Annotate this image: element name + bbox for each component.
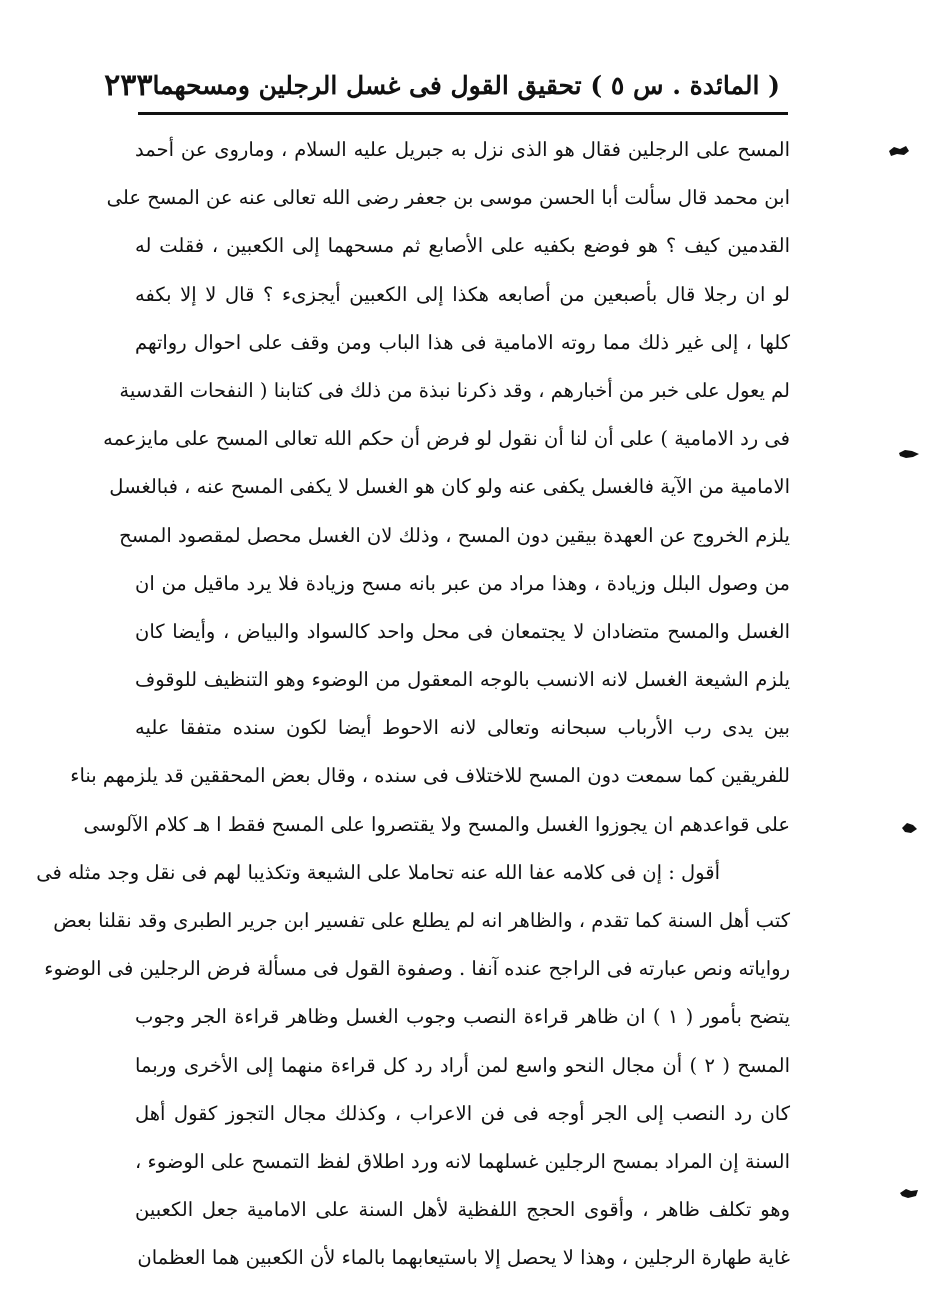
text-line: لو ان رجلا قال بأصبعين من أصابعه هكذا إلى الكعبين أيجزىء ؟ قال لا إلا بكفه <box>135 282 790 306</box>
text-line: لم يعول على خبر من أخبارهم ، وقد ذكرنا نبذة من ذلك فى كتابنا ( النفحات القدسية <box>119 378 790 402</box>
text-line: يلزم الخروج عن العهدة بيقين دون المسح ، وذلك لان الغسل محصل لمقصود المسح <box>119 523 790 547</box>
text-line: السنة إن المراد بمسح الرجلين غسلهما لانه ورد اطلاق لفظ التمسح على الوضوء ، <box>135 1149 790 1173</box>
header-rule <box>138 112 788 115</box>
text-line: وهو تكلف ظاهر ، وأقوى الحجج اللفظية لأهل السنة على الامامية جعل الكعبين <box>135 1198 790 1222</box>
text-line: ابن محمد قال سألت أبا الحسن موسى بن جعفر رضى الله تعالى عنه عن المسح على <box>106 186 790 210</box>
margin-mark <box>898 1187 920 1199</box>
text-line: القدمين كيف ؟ هو فوضع بكفيه على الأصابع ثم مسحهما إلى الكعبين ، فقلت له <box>135 234 790 258</box>
text-line: بين يدى رب الأرباب سبحانه وتعالى لانه الاحوط أيضا لكون سنده متفقا عليه <box>135 716 790 740</box>
text-line: كلها ، إلى غير ذلك مما روته الامامية فى هذا الباب ومن وقف على احوال رواتهم <box>135 330 790 354</box>
text-line: كان رد النصب إلى الجر أوجه فى فن الاعراب ، وكذلك مجال التجوز كقول أهل <box>135 1101 790 1125</box>
text-line: يتضح بأمور ( ١ ) ان ظاهر قراءة النصب وجوب الغسل وظاهر قراءة الجر وجوب <box>135 1005 790 1029</box>
text-line: رواياته ونص عبارته فى الراجح عنده آنفا . وصفوة القول فى مسألة فرض الرجلين فى الوضوء <box>44 957 790 981</box>
text-line: يلزم الشيعة الغسل لانه الانسب بالوجه المعقول من الوضوء وهو التنظيف للوقوف <box>135 668 790 692</box>
text-line: الغسل والمسح متضادان لا يجتمعان فى محل واحد كالسواد والبياض ، وأيضا كان <box>135 619 790 643</box>
text-line: على قواعدهم ان يجوزوا الغسل والمسح ولا يقتصروا على المسح فقط ا هـ كلام الآلوسى <box>83 812 790 836</box>
text-line: كتب أهل السنة كما تقدم ، والظاهر انه لم يطلع على تفسير ابن جرير الطبرى وقد نقلنا بعض <box>53 909 790 932</box>
margin-mark <box>898 822 920 834</box>
text-line: فى رد الامامية ) على أن لنا أن نقول لو فرض أن حكم الله تعالى المسح على مايزعمه <box>103 427 790 451</box>
page-header <box>104 62 780 108</box>
margin-mark <box>888 145 910 157</box>
page-number: ٢٣٣ <box>104 67 153 103</box>
text-line: الامامية من الآية فالغسل يكفى عنه ولو كان هو الغسل لا يكفى المسح عنه ، فبالغسل <box>109 475 790 499</box>
text-line: من وصول البلل وزيادة ، وهذا مراد من عبر بانه مسح وزيادة فلا يرد ماقيل من ان <box>135 571 790 595</box>
text-line: للفريقين كما سمعت دون المسح للاختلاف فى سنده ، وقال بعض المحققين قد يلزمهم بناء <box>70 764 790 788</box>
text-line: أقول : إن فى كلامه عفا الله عنه تحاملا على الشيعة وتكذيبا لهم فى نقل وجد مثله فى <box>36 860 720 884</box>
text-line: المسح على الرجلين فقال هو الذى نزل به جبريل عليه السلام ، وماروى عن أحمد <box>135 138 790 161</box>
body-text <box>36 126 790 1283</box>
text-line: المسح ( ٢ ) أن مجال النحو واسع لمن أراد رد كل قراءة منهما إلى الأخرى وربما <box>135 1053 790 1077</box>
text-line: غاية طهارة الرجلين ، وهذا لا يحصل إلا باستيعابهما بالماء لأن الكعبين هما العظمان <box>137 1246 790 1270</box>
margin-mark <box>898 448 920 460</box>
running-title: ( المائدة . س ٥ ) تحقيق القول فى غسل الرجلين ومسحهما <box>152 70 780 100</box>
